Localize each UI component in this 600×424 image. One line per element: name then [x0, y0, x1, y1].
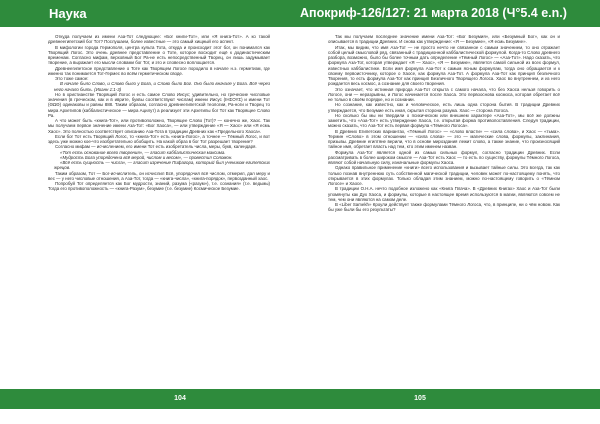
paragraph: Но в христианстве Творящий Логос и есть самое Слово Иисус; удивительно, но греческие числовые значения (в греческом, как и в иврите, буквы соответствуют числам) имени Иисус (ΙΗΣΟΥΣ) и имени Тот (ΘΩΘ) одинаковы и равны 888. Таким образом, согласно древнеегипетской теологии, Ра-ноги и Творец то мира Архетипов (каббалистическое — мира Ацилут) а реализует эти Архетипы бог Тот как Творящее Слово Ра. — [48, 91, 270, 118]
page-footer-right — [300, 389, 600, 409]
paragraph: Но сколько бы мы ни твердили о психическом или внешнем характере «Аза-Тот», мы всё же должны заметить, что «Аза-Тот» есть утверждение Хаоса, т.е. открытая форма противопоставления. Следуя традиции, можно сказать, что Аза-Тот есть первая формула «Тёмного Логоса». — [328, 112, 560, 129]
article-text-right — [328, 34, 560, 380]
quote: «Всё есть сущность — числа», — гласит изречение Пифагора, который был учеником египетских жрецов. — [54, 160, 270, 171]
paragraph: А что может быть «книга-Тот», или противоположно, Творящее Слово (Тот)? — конечно же, Хаос. Так мы получаем первое значение имени Аза-Тот: «Бог Хаоса», — или утверждение «Я — Хаос» или «Я есмь Хаос». Это полностью соответствует описанию Аза-Тота в традиции Древних как «Предельного Хаоса». — [48, 118, 270, 134]
paragraph: Но сознание, как известно, как и человеческое, есть лишь одна сторона бытия. В традиции Древних утверждается, что Безумие есть иная, скрытая сторона разума. Хаос — сторона Логоса. — [328, 102, 560, 113]
paragraph: Согласно мифам — исчислением, его имени Тот есть изобретатель числа, меры, букв, календаря. — [55, 144, 257, 150]
page-number: 105 — [414, 395, 426, 402]
quote: «Тот есть основание всего творения», — гласит каббалистическая максима. — [60, 149, 226, 155]
page-footer-left — [0, 389, 300, 409]
paragraph: Однако правильное применение «книги» всего использования и вызывает тайные силы. Это всегда, так как только познав внутреннюю суть собственной магической традиции, человек может по-настоящему понять, что открывается в этих формулах. Только обладая этим знанием, можно по-настоящему говорить о «Тёмном Логосе» и Хаосе. — [328, 165, 560, 186]
paragraph: В Древних Египетских вариантах, «Тёмный Логос» — «слово власти» — «сила слова», и Хаос — «тьма». Термин «Слово» в этом отношении — «сила слова» — это — магические слова, формулы, заклинания, призывы. Древние египтяне верили, что в основе мироздания лежит слово, а также знание, что произносящий тайное имя, обретает власть над тем, кто этим именем назван. — [328, 128, 560, 150]
paragraph: В традиции О.Н.А. нечто подобное изложено как «Книга Плача». В «Древних Книгах» Хаос и Аза-Тот были упомянуты как Дух Хаоса, и формулы, которые в настоящее время используются в магии, являются совсем не тем, чем они являются на самом деле. — [328, 186, 560, 202]
paragraph: Формула Аза-Тот является одной из самых сильных формул, согласно традиции Древних. Если рассматривать в более широком смысле — Аза-Тот есть Хаос — то есть по существу, формулы Тёмного Логоса, являют собой начальную силу, изначальные формулы Хаоса. — [328, 149, 560, 165]
paragraph: В мифологии города Гермополя, центра культа Тота, откуда и происходит этот бог, он понимался как Творящий Логос. Это очень древнее представление о Тоте, которое восходит ещё к додинастическим временам. Согласно мифам, верховный Бог Ра-не есть непосредственный Творец, он лишь задумывает творение, а выражает его мысли словами бог Тот, и это и словесно воплощается. — [48, 44, 270, 66]
quote: В начале было Слово, и Слово было у Бога, и Слово было Бог. Оно было вначале у Бога. Всё через него начало быть. (Иоанн 1:1-3) — [54, 81, 270, 92]
paragraph: Таким образом, Тот — Бог-исчислитель, он исчислил Всё, упорядочил всё числом, отмерил, дал меру и вес — у него числовые отношения, а Аза-Тот, тогда — «книга-числа», «книга-порядок», первозданный хаос. — [48, 170, 270, 181]
issue-header: Апокриф-126/127: 21 марта 2018 (Ч°5.4 e.n.) — [300, 0, 600, 27]
article-text-left — [48, 34, 270, 380]
quote: «Мудрость Бога упорядочена всё мерой, числом и весом», — провестил Соломон. — [60, 154, 233, 160]
paragraph: Древнеегипетское представление о Тоте как Творящем Логосе породило в начале н.э. герметизм, где именно так понимается Тот-Гермес во всём герметическом своде. — [48, 65, 270, 76]
paragraph: Откуда получаем из имени Аза-Тот следующее: «Бог книги-Тот», или «Я книга-Тот». А ко такой древнеегипетский бог Тот? Послушаем, более известные — это самый хищный его аспект. — [48, 34, 270, 45]
section-header: Наука — [0, 0, 300, 27]
paragraph: В «Liber Samekh» Кроули действует также формулами Тёмного Логоса, что, в принципе, ни о чём новом. Как бы уже были бы его результаты? — [328, 202, 560, 213]
paragraph: Итак, мы видим, что имя Аза-Тот — не просто нечто не связанное с самым значением, то оно отражает собой целый смысловой ряд, связанный с традиционной каббалистической формулой. Когда-то Слово древнего разбора, возможно, было бы более точным дать определение «Тёмный Логос» — «Аза-Тот». Надо сказать, что формула Аза-Тот, которая утверждает «Я — Хаос», «Я — Безумие», является самой сильной из всех формул, известных каббалистике. Если имя формула Аза-Тот к самым ясным формулам, тогда оно обращается и к своему первоисточнику, которое о Хаосе, как формула Аза-Тот. А формула Аза-Тот как принцип безличного Творения, то есть формула Аза-Тот как принцип Безличного Творящего Логоса. Хаос во внутреннем, и из него рождается весь космос, а сознание для своего творения. — [328, 44, 560, 87]
right-page — [300, 0, 600, 424]
paragraph: Так мы получаем последнее значение имени Аза-Тот: «Бог Безумия», или «Безумный Бог», как он и описывается в традиции Древних. И снова как утверждение: «Я — Безумие», «Я есмь Безумие». — [328, 34, 560, 45]
paragraph: Это означает, что истинная природа Аза-Тот открыта с самого начала, что без Хаоса нельзя говорить о Логосе, они — неразрывны, и Логос начинается после Хаоса. Это первооснова космоса, которая обретает всё не только в своём порядке, но и сознании. — [328, 86, 560, 102]
paragraph: Если бог Тот есть Творящий Логос, то «книга-Тот» есть «книга-Логос», а точнее — Тёмный Логос, и вот здесь уже можно кое-что изобретательно обобщить. На какой образ в бог Тот разрешает творение? — [48, 133, 270, 144]
paragraph: Это тоже самое: — [55, 76, 89, 81]
paragraph: Попробуй Тот определяется как Бог мудрости, знаний, разума («разум»), т.е. сознания» (т.е. ведьмы) Тогда его противоположность — «книга-Разум», безумие (т.е. безумие) Космическое Безумие. — [48, 181, 270, 192]
page-number: 104 — [174, 395, 186, 402]
